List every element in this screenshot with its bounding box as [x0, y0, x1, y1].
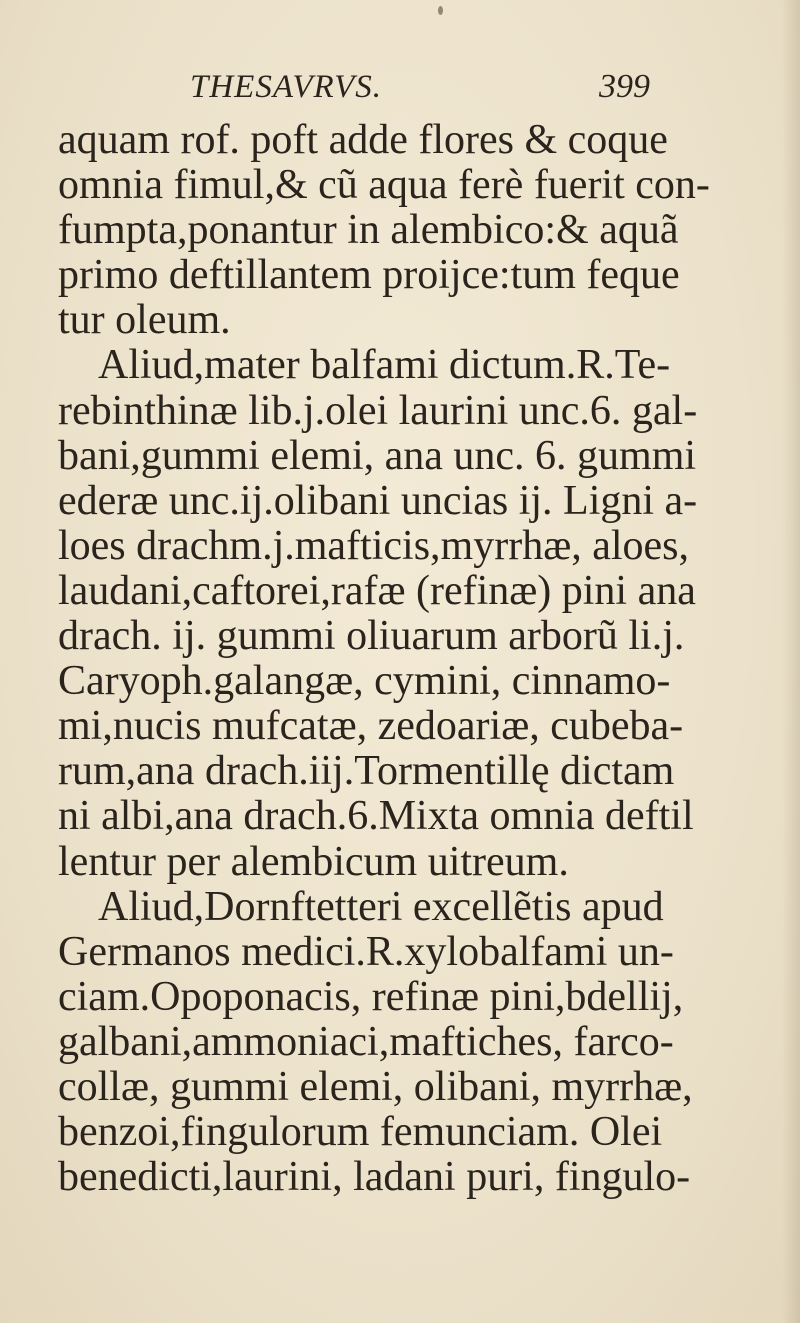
text-line: primo deftillantem proijce:tum feque	[58, 252, 680, 299]
page-edge-shadow	[782, 0, 800, 1323]
text-line: ciam.Opoponacis, refinæ pini,bdellij,	[58, 973, 684, 1020]
text-line: collæ, gummi elemi, olibani, myrrhæ,	[58, 1063, 693, 1110]
text-line: Caryoph.galangæ, cymini, cinnamo-	[58, 658, 671, 705]
text-line: rum,ana drach.iij.Tormentillę dictam	[58, 748, 675, 795]
text-line: bani,gummi elemi, ana unc. 6. gummi	[58, 432, 697, 479]
running-head	[190, 68, 650, 108]
text-line: laudani,caftorei,rafæ (refinæ) pini ana	[58, 567, 696, 614]
page-number: 399	[599, 68, 650, 105]
text-line: Germanos medici.R.xylobalfami un-	[58, 928, 674, 975]
text-line: tur oleum.	[58, 297, 231, 344]
text-line: galbani,ammoniaci,maftiches, farco-	[58, 1018, 674, 1065]
text-line: ederæ unc.ij.olibani uncias ij. Ligni a-	[58, 477, 698, 524]
text-line: aquam rof. poft adde flores & coque	[58, 117, 668, 163]
paragraph-start-line: Aliud,Dornftetteri excellẽtis apud	[98, 883, 664, 930]
text-line: benzoi,fingulorum femunciam. Olei	[58, 1109, 663, 1156]
paragraph-start-line: Aliud,mater balfami dictum.R.Te-	[98, 342, 671, 389]
text-line: rebinthinæ lib.j.olei laurini unc.6. gal-	[58, 387, 698, 434]
text-line: ni albi,ana drach.6.Mixta omnia deftil	[58, 793, 694, 840]
running-title: THESAVRVS.	[190, 69, 382, 105]
text-line: drach. ij. gummi oliuarum arborũ li.j.	[58, 613, 685, 660]
body-text	[58, 118, 748, 1200]
text-line: omnia fimul,& cũ aqua ferè fuerit con-	[58, 162, 710, 209]
text-line: lentur per alembicum uitreum.	[58, 838, 569, 885]
text-line: benedicti,laurini, ladani puri, fingulo-	[58, 1154, 691, 1201]
text-line: loes drachm.j.mafticis,myrrhæ, aloes,	[58, 522, 690, 569]
ink-blemish	[438, 6, 443, 15]
text-line: mi,nucis mufcatæ, zedoariæ, cubeba-	[58, 703, 684, 750]
text-line: fumpta,ponantur in alembico:& aquã	[58, 207, 679, 254]
